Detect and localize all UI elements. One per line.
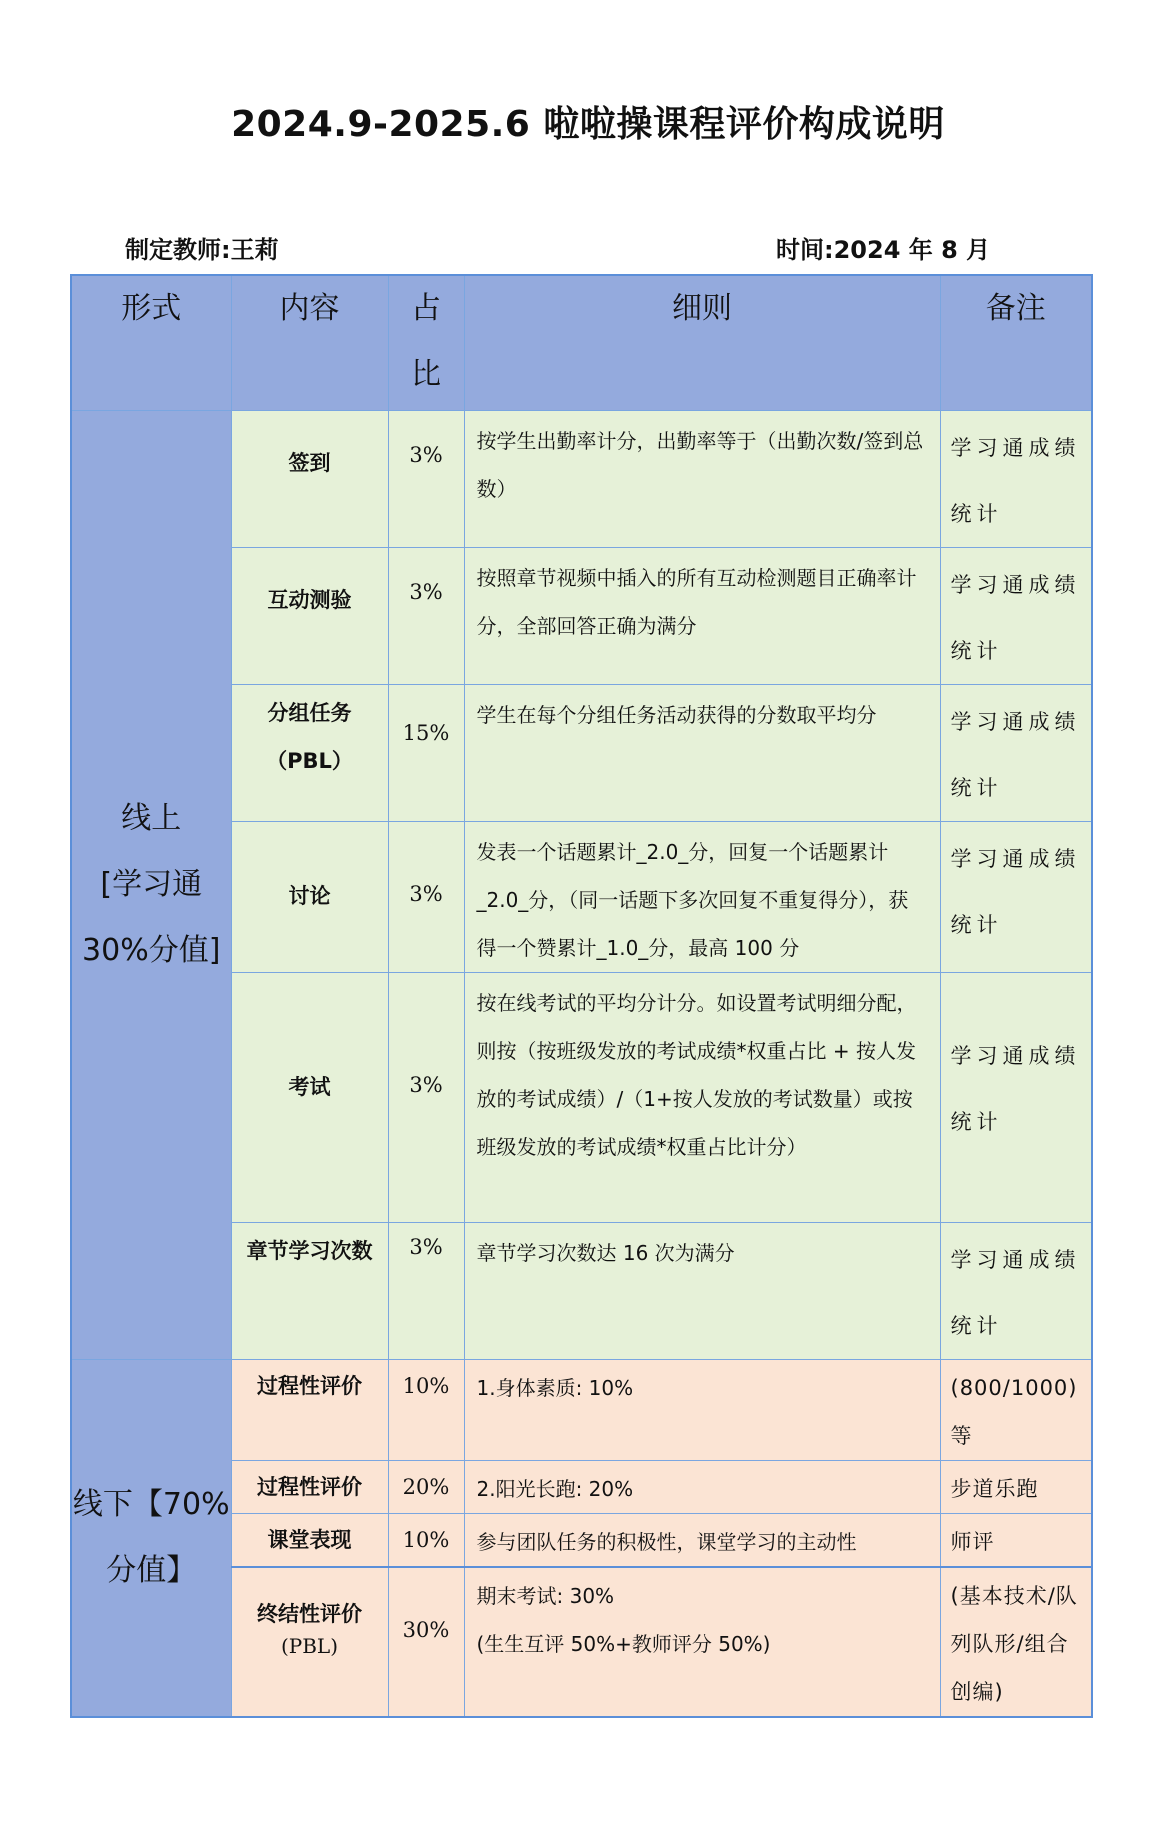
table-header-row — [71, 275, 1092, 411]
note-cell: (800/1000)等 — [940, 1360, 1092, 1461]
content-cell: 分组任务（PBL） — [231, 685, 388, 822]
note-cell: 学习通成绩统计 — [940, 548, 1092, 685]
ratio-cell: 3% — [388, 1223, 464, 1360]
header-ratio: 占比 — [388, 275, 464, 411]
detail-cell: 发表一个话题累计_2.0_分，回复一个话题累计_2.0_分，（同一话题下多次回复不重复得分），获得一个赞累计_1.0_分，最高 100 分 — [464, 822, 940, 973]
form-online: 线上 [学习通 30%分值] — [71, 411, 231, 1360]
page-title: 2024.9-2025.6 啦啦操课程评价构成说明 — [231, 104, 945, 145]
detail-cell: 按在线考试的平均分计分。如设置考试明细分配，则按（按班级发放的考试成绩*权重占比 + 按人发放的考试成绩）/（1+按人发放的考试数量）或按班级发放的考试成绩*权重占比计分） — [464, 973, 940, 1223]
table-row — [71, 411, 1092, 548]
content-cell: 终结性评价 (PBL) — [231, 1567, 388, 1717]
note-cell: 学习通成绩统计 — [940, 973, 1092, 1223]
table-row — [71, 1360, 1092, 1461]
header-detail: 细则 — [464, 275, 940, 411]
form-offline: 线下【70% 分值】 — [71, 1360, 231, 1718]
date-label: 时间:2024 年 8 月 — [776, 236, 991, 264]
header-note: 备注 — [940, 275, 1092, 411]
detail-cell: 按照章节视频中插入的所有互动检测题目正确率计分，全部回答正确为满分 — [464, 548, 940, 685]
ratio-cell: 3% — [388, 548, 464, 685]
ratio-cell: 3% — [388, 822, 464, 973]
content-cell: 课堂表现 — [231, 1514, 388, 1568]
detail-cell: 2.阳光长跑: 20% — [464, 1461, 940, 1514]
content-cell: 过程性评价 — [231, 1461, 388, 1514]
note-cell: 学习通成绩统计 — [940, 411, 1092, 548]
ratio-cell: 15% — [388, 685, 464, 822]
evaluation-table — [70, 274, 1093, 1718]
detail-cell: 按学生出勤率计分，出勤率等于（出勤次数/签到总数） — [464, 411, 940, 548]
header-content: 内容 — [231, 275, 388, 411]
content-cell: 考试 — [231, 973, 388, 1223]
detail-cell: 章节学习次数达 16 次为满分 — [464, 1223, 940, 1360]
note-cell: 师评 — [940, 1514, 1092, 1568]
ratio-cell: 3% — [388, 411, 464, 548]
detail-cell: 期末考试: 30% (生生互评 50%+教师评分 50%) — [464, 1567, 940, 1717]
content-cell: 互动测验 — [231, 548, 388, 685]
content-cell: 过程性评价 — [231, 1360, 388, 1461]
teacher-label: 制定教师:王莉 — [125, 236, 279, 264]
detail-cell: 学生在每个分组任务活动获得的分数取平均分 — [464, 685, 940, 822]
note-cell: 学习通成绩统计 — [940, 1223, 1092, 1360]
content-cell: 章节学习次数 — [231, 1223, 388, 1360]
content-cell: 签到 — [231, 411, 388, 548]
content-cell: 讨论 — [231, 822, 388, 973]
detail-cell: 参与团队任务的积极性，课堂学习的主动性 — [464, 1514, 940, 1568]
note-cell: 步道乐跑 — [940, 1461, 1092, 1514]
ratio-cell: 3% — [388, 973, 464, 1223]
header-form: 形式 — [71, 275, 231, 411]
detail-cell: 1.身体素质: 10% — [464, 1360, 940, 1461]
note-cell: (基本技术/队列队形/组合创编) — [940, 1567, 1092, 1717]
ratio-cell: 20% — [388, 1461, 464, 1514]
ratio-cell: 10% — [388, 1514, 464, 1568]
ratio-cell: 30% — [388, 1567, 464, 1717]
note-cell: 学习通成绩统计 — [940, 685, 1092, 822]
note-cell: 学习通成绩统计 — [940, 822, 1092, 973]
ratio-cell: 10% — [388, 1360, 464, 1461]
